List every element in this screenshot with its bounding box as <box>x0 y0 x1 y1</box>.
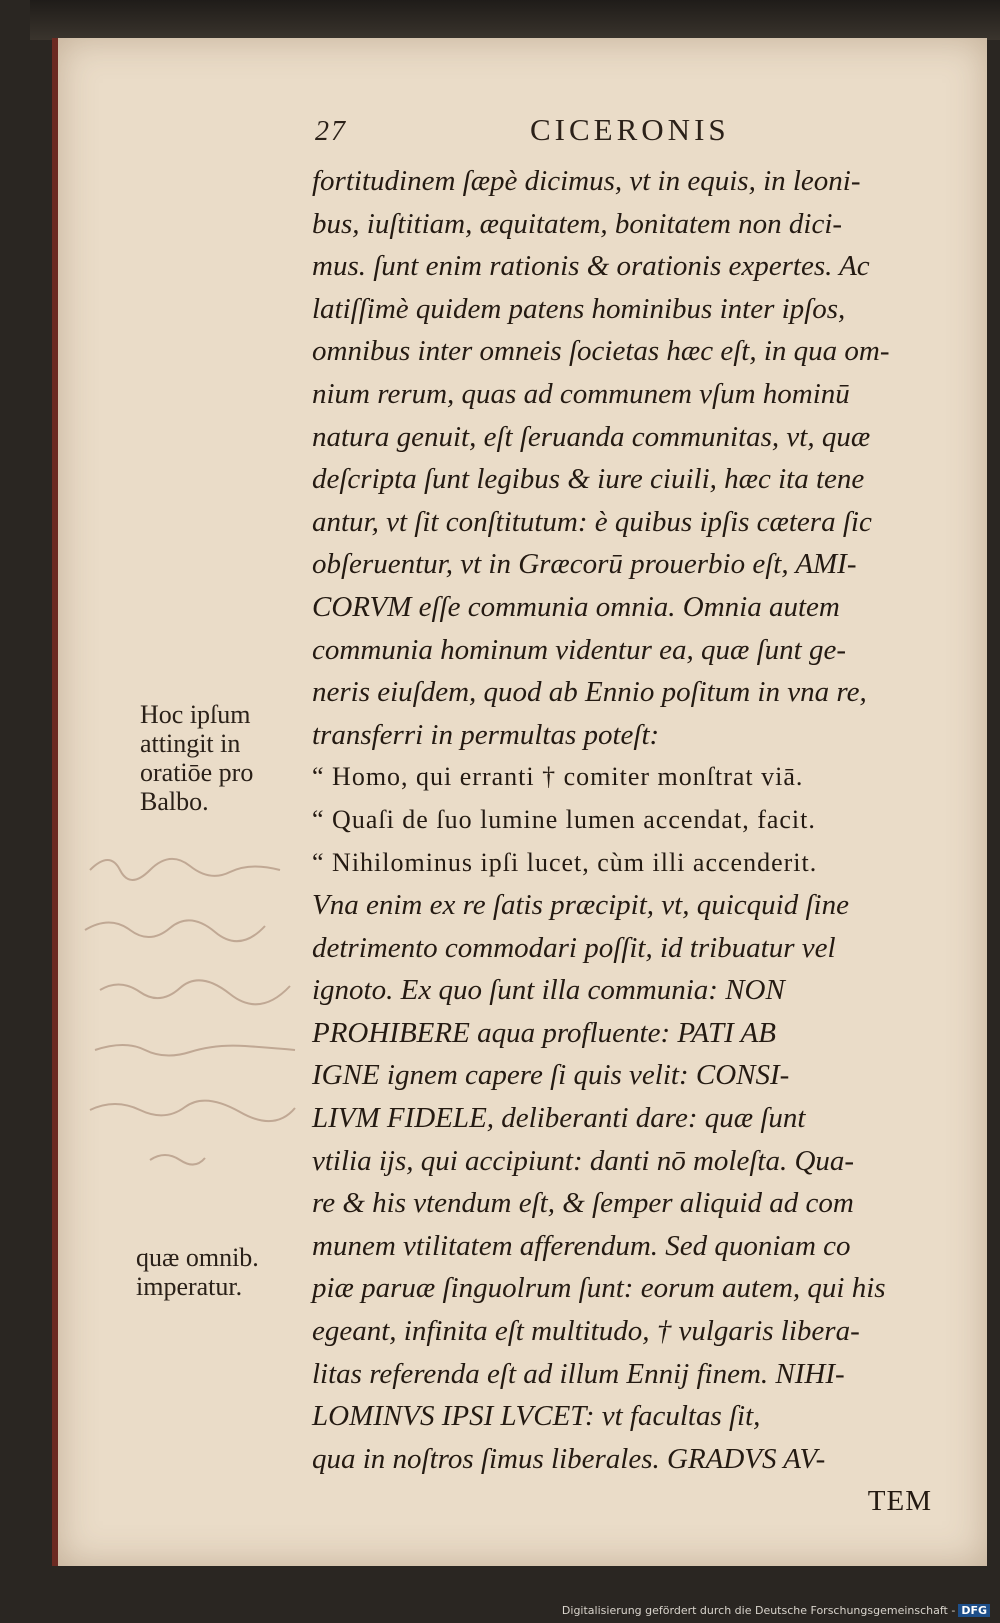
text-line: munem vtilitatem afferendum. Sed quoniam co <box>312 1229 851 1262</box>
text-line: natura genuit, eſt ſeruanda communitas, vt, quæ <box>312 420 871 453</box>
text-line: mus. ſunt enim rationis & orationis expertes. Ac <box>312 250 870 283</box>
page-header <box>305 112 945 152</box>
text-line: re & his vtendum eſt, & ſemper aliquid ad com <box>312 1187 854 1220</box>
text-line: antur, vt ſit conſtitutum: è quibus ipſis cætera ſic <box>312 505 872 538</box>
margin-note <box>140 700 253 816</box>
margin-note-line: attingit in <box>140 729 241 758</box>
margin-note-line: quæ omnib. <box>136 1243 259 1272</box>
text-line: PROHIBERE aqua profluente: PATI AB <box>312 1016 776 1049</box>
text-line: detrimento commodari poſſit, id tribuatur vel <box>312 931 836 964</box>
margin-note-line: imperatur. <box>136 1272 243 1301</box>
text-line: qua in noſtros ſimus liberales. GRADVS AV- <box>312 1442 826 1475</box>
page-number: 27 <box>315 116 347 147</box>
text-line: neris eiuſdem, quod ab Ennio poſitum in vna re, <box>312 676 867 709</box>
margin-note-line: Hoc ipſum <box>140 700 251 729</box>
digitization-credit <box>562 1604 990 1617</box>
running-head: CICERONIS <box>530 112 730 147</box>
text-line: transferri in permultas poteſt: <box>312 718 660 751</box>
text-line: CORVM eſſe communia omnia. Omnia autem <box>312 590 840 623</box>
text-line: vtilia ijs, qui accipiunt: danti nō moleſta. Qua- <box>312 1144 855 1177</box>
text-line: deſcripta ſunt legibus & iure ciuili, hæc ita tene <box>312 463 865 496</box>
text-line: LOMINVS IPSI LVCET: vt facultas ſit, <box>312 1400 761 1433</box>
handwritten-annotation <box>80 840 310 1180</box>
text-line: piæ paruæ ſinguolrum ſunt: eorum autem, qui his <box>312 1272 886 1305</box>
catchword: TEM <box>867 1485 932 1518</box>
text-line: LIVM FIDELE, deliberanti dare: quæ ſunt <box>312 1102 806 1135</box>
book-top-edge <box>30 0 1000 40</box>
verse-line: “ Nihilominus ipſi lucet, cùm illi accenderit. <box>312 847 818 877</box>
verse-line: “ Quaſi de ſuo lumine lumen accendat, facit. <box>312 804 816 834</box>
margin-note-line: Balbo. <box>140 787 209 816</box>
text-line: omnibus inter omneis ſocietas hæc eſt, in qua om- <box>312 335 890 368</box>
margin-note-line: oratiōe pro <box>140 758 254 787</box>
text-line: IGNE ignem capere ſi quis velit: CONSI- <box>312 1059 790 1092</box>
text-line: litas referenda eſt ad illum Ennij finem. NIHI- <box>312 1357 845 1390</box>
text-line: ignoto. Ex quo ſunt illa communia: NON <box>312 974 785 1007</box>
text-line: fortitudinem ſæpè dicimus, vt in equis, in leoni- <box>312 165 861 197</box>
text-line: obſeruentur, vt in Græcorū prouerbio eſt, AMI- <box>312 548 857 581</box>
dfg-logo: DFG <box>958 1604 990 1617</box>
margin-note <box>136 1243 259 1301</box>
text-line: bus, iuſtitiam, æquitatem, bonitatem non dici- <box>312 207 843 240</box>
text-line: communia hominum videntur ea, quæ ſunt ge- <box>312 633 847 666</box>
credit-text: Digitalisierung gefördert durch die Deutsche Forschungsgemeinschaft - <box>561 1604 956 1617</box>
verse-line: “ Homo, qui erranti † comiter monſtrat viā. <box>312 762 804 792</box>
text-line: egeant, infinita eſt multitudo, † vulgaris libera- <box>312 1315 860 1348</box>
text-line: latiſſimè quidem patens hominibus inter ipſos, <box>312 292 846 325</box>
main-text-block <box>312 160 952 1523</box>
text-line: nium rerum, quas ad communem vſum hominū <box>312 377 850 410</box>
text-line: Vna enim ex re ſatis præcipit, vt, quicquid ſine <box>312 889 849 922</box>
